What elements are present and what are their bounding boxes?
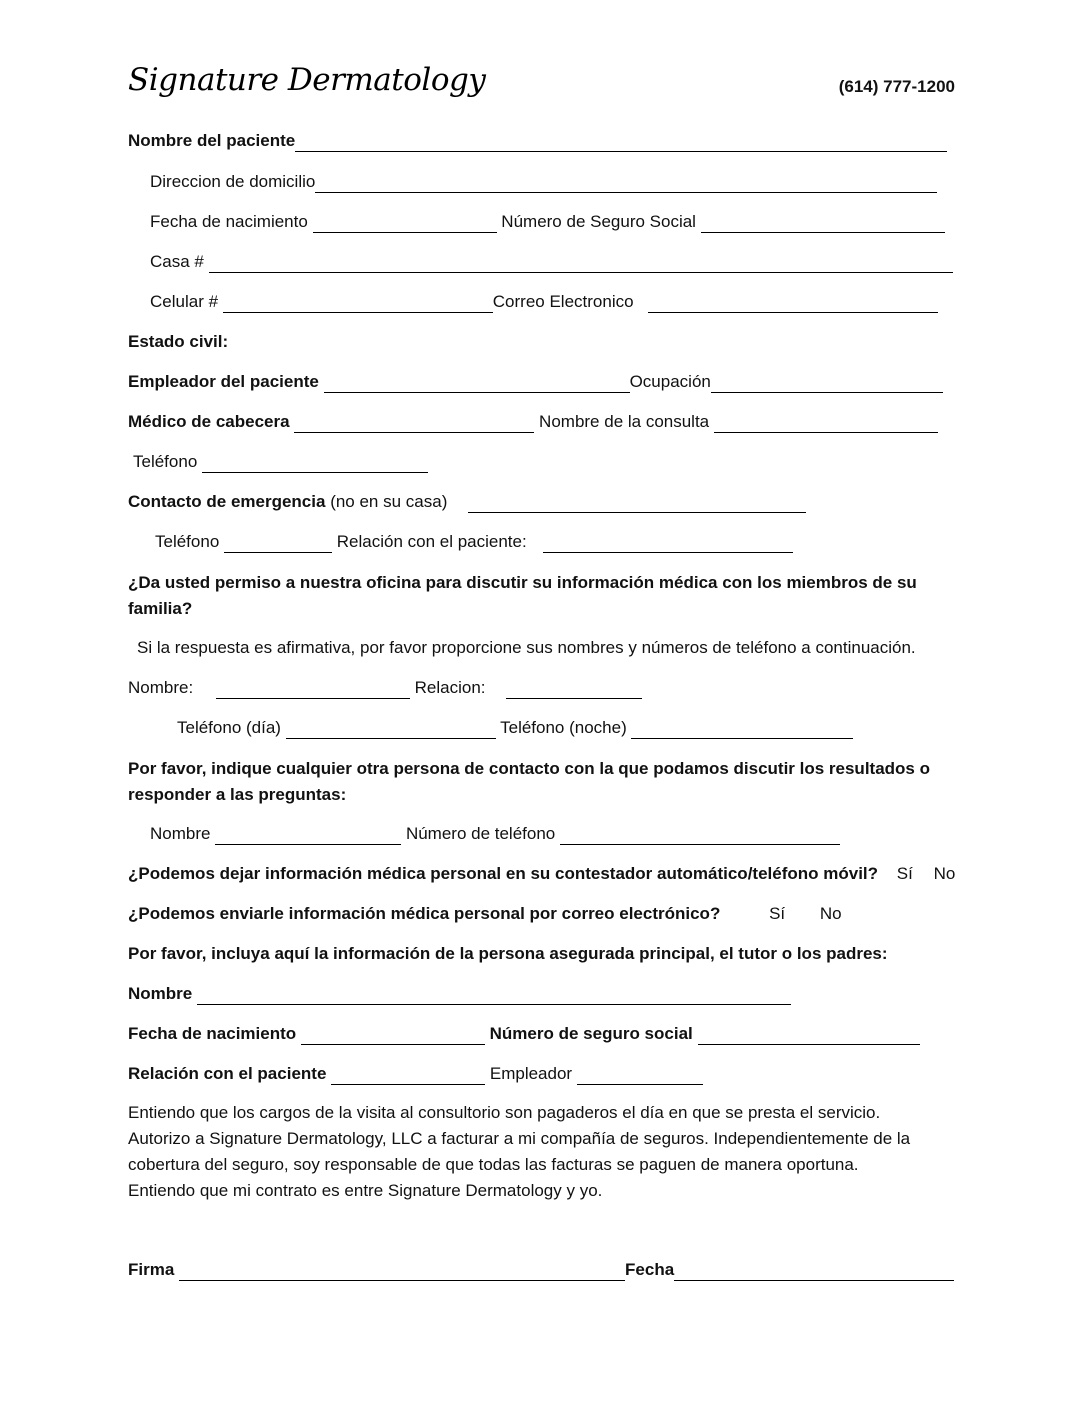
pcp-phone-field[interactable] <box>202 454 428 473</box>
emergency-row <box>128 490 956 514</box>
family-name-label: Nombre: <box>128 678 194 697</box>
logo: Signature Dermatology <box>128 62 486 98</box>
family-name-field[interactable] <box>216 680 410 699</box>
insured-employer-field[interactable] <box>577 1066 703 1085</box>
pcp-phone-row <box>133 450 961 474</box>
email-permission-row <box>128 902 956 926</box>
family-instruction-text: Si la respuesta es afirmativa, por favor proporcione sus nombres y números de teléfono a continuación. <box>137 638 916 657</box>
voicemail-yes-option[interactable]: Sí <box>896 864 913 883</box>
night-phone-field[interactable] <box>631 720 853 739</box>
agreement-line-3: cobertura del seguro, soy responsable de que todas las facturas se paguen de manera oportuna. <box>128 1155 859 1174</box>
insured-heading-row <box>128 942 956 966</box>
practice-label: Nombre de la consulta <box>539 412 710 431</box>
emergency-relation-field[interactable] <box>543 534 793 553</box>
marital-row <box>128 330 956 354</box>
family-instruction <box>137 636 977 660</box>
patient-name-field[interactable] <box>295 133 947 152</box>
agreement-line-4: Entiendo que mi contrato es entre Signature Dermatology y yo. <box>128 1181 603 1200</box>
other-contact-name-label: Nombre <box>150 824 211 843</box>
address-label: Direccion de domicilio <box>150 172 316 191</box>
home-phone-label: Casa # <box>150 252 204 271</box>
emergency-phone-field[interactable] <box>224 534 332 553</box>
pcp-phone-label: Teléfono <box>133 452 198 471</box>
emergency-note: (no en su casa) <box>330 492 448 511</box>
employer-label: Empleador del paciente <box>128 372 319 391</box>
emergency-phone-row <box>155 530 956 554</box>
insured-heading: Por favor, incluya aquí la información de la persona asegurada principal, el tutor o los padres: <box>128 944 888 963</box>
ssn-label: Número de Seguro Social <box>501 212 696 231</box>
employer-row <box>128 370 956 394</box>
emergency-relation-label: Relación con el paciente: <box>336 532 527 551</box>
other-contact-row <box>150 822 956 846</box>
insured-employer-label: Empleador <box>489 1064 573 1083</box>
insured-ssn-label: Número de seguro social <box>489 1024 693 1043</box>
office-phone: (614) 777-1200 <box>838 77 955 96</box>
dob-label: Fecha de nacimiento <box>150 212 308 231</box>
marital-label: Estado civil: <box>128 332 229 351</box>
insured-relation-label: Relación con el paciente <box>128 1064 327 1083</box>
insured-name-row <box>128 982 956 1006</box>
address-row <box>150 170 956 194</box>
date-field[interactable] <box>674 1262 954 1281</box>
pcp-row <box>128 410 956 434</box>
practice-field[interactable] <box>714 414 938 433</box>
night-phone-label: Teléfono (noche) <box>500 718 627 737</box>
ssn-field[interactable] <box>701 214 945 233</box>
patient-name-row <box>128 129 956 153</box>
family-name-row <box>128 676 956 700</box>
family-permission-question: ¿Da usted permiso a nuestra oficina para discutir su información médica con los miembros de su familia? <box>128 573 917 618</box>
occupation-label: Ocupación <box>629 372 711 391</box>
signature-field[interactable] <box>179 1262 625 1281</box>
email-yes-option[interactable]: Sí <box>769 904 786 923</box>
email-permission-question: ¿Podemos enviarle información médica personal por correo electrónico? <box>128 904 721 923</box>
insured-relation-row <box>128 1062 956 1086</box>
insured-dob-field[interactable] <box>301 1026 485 1045</box>
agreement-line-1: Entiendo que los cargos de la visita al consultorio son pagaderos el día en que se presta el servicio. <box>128 1103 881 1122</box>
cell-email-row <box>150 290 956 314</box>
insured-relation-field[interactable] <box>331 1066 485 1085</box>
emergency-label: Contacto de emergencia <box>128 492 326 511</box>
other-contact-name-field[interactable] <box>215 826 401 845</box>
other-contact-question: Por favor, indique cualquier otra persona de contacto con la que podamos discutir los resultados o responder a las preguntas: <box>128 759 930 804</box>
address-field[interactable] <box>315 174 937 193</box>
family-phones-row <box>177 716 956 740</box>
occupation-field[interactable] <box>711 374 943 393</box>
date-label: Fecha <box>625 1260 675 1279</box>
day-phone-field[interactable] <box>286 720 496 739</box>
insured-name-label: Nombre <box>128 984 193 1003</box>
insured-ssn-field[interactable] <box>698 1026 920 1045</box>
emergency-field[interactable] <box>468 494 806 513</box>
agreement-paragraph <box>128 1100 968 1204</box>
cell-label: Celular # <box>150 292 219 311</box>
pcp-label: Médico de cabecera <box>128 412 290 431</box>
day-phone-label: Teléfono (día) <box>177 718 281 737</box>
home-phone-row <box>150 250 956 274</box>
dob-ssn-row <box>150 210 956 234</box>
insured-dob-label: Fecha de nacimiento <box>128 1024 297 1043</box>
cell-field[interactable] <box>223 294 493 313</box>
home-phone-field[interactable] <box>209 254 953 273</box>
other-contact-phone-label: Número de teléfono <box>405 824 556 843</box>
insured-name-field[interactable] <box>197 986 791 1005</box>
family-relation-label: Relacion: <box>414 678 486 697</box>
patient-name-label: Nombre del paciente <box>128 131 296 150</box>
signature-row <box>128 1258 956 1282</box>
signature-label: Firma <box>128 1260 175 1279</box>
voicemail-question: ¿Podemos dejar información médica personal en su contestador automático/teléfono móvil? <box>128 864 879 883</box>
family-relation-field[interactable] <box>506 680 642 699</box>
other-contact-phone-field[interactable] <box>560 826 840 845</box>
agreement-line-2: Autorizo a Signature Dermatology, LLC a facturar a mi compañía de seguros. Independientemente de la <box>128 1129 911 1148</box>
email-field[interactable] <box>648 294 938 313</box>
pcp-field[interactable] <box>294 414 534 433</box>
voicemail-no-option[interactable]: No <box>933 864 956 883</box>
insured-dob-row <box>128 1022 956 1046</box>
voicemail-row <box>128 862 968 886</box>
email-label: Correo Electronico <box>492 292 634 311</box>
emergency-phone-label: Teléfono <box>155 532 220 551</box>
dob-field[interactable] <box>313 214 497 233</box>
email-no-option[interactable]: No <box>819 904 842 923</box>
employer-field[interactable] <box>324 374 630 393</box>
